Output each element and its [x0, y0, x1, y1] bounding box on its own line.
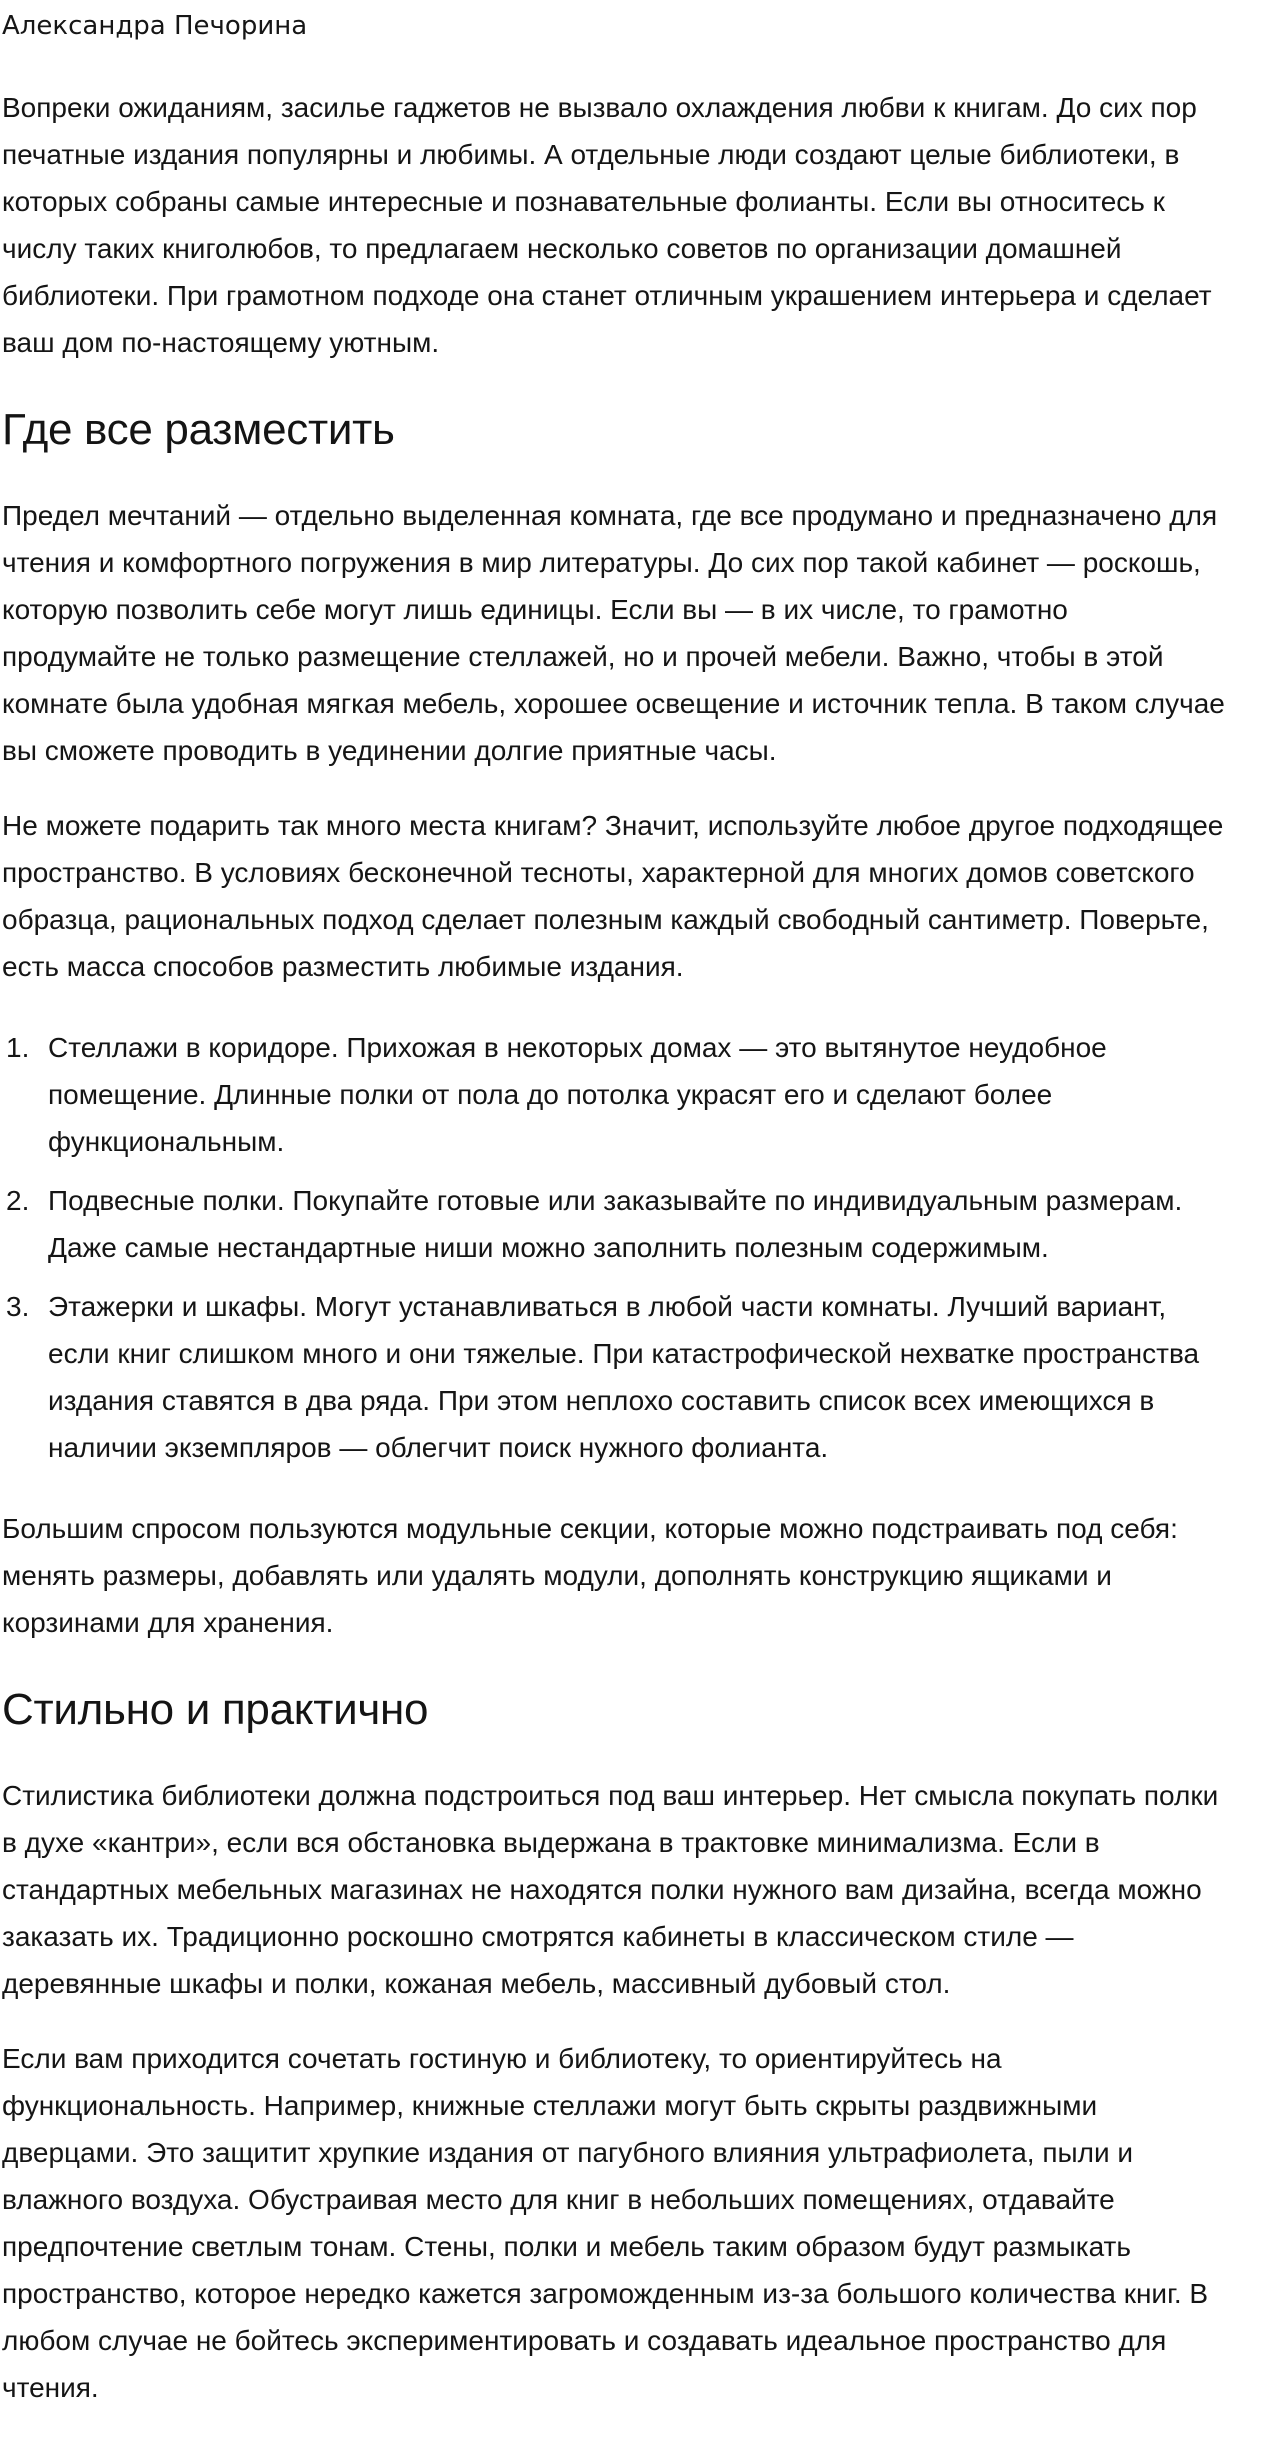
list-item-hanging-shelves [2, 1177, 1227, 1271]
list-item-shelving-corridor [2, 1024, 1227, 1165]
author-byline: Александра Печорина [2, 11, 308, 41]
section-heading-style: Стильно и практично [2, 1685, 429, 1734]
list-item-text: Стеллажи в коридоре. Прихожая в некоторых домах — это вытянутое неудобное помещение. Длинные полки от пола до потолка украсят его и сделают более функциональным. [48, 1032, 1107, 1157]
paragraph-dream-room: Предел мечтаний — отдельно выделенная комната, где все продумано и предназначено для чтения и комфортного погружения в мир литературы. До сих пор такой кабинет — роскошь, которую позволить себе могут лишь единицы. Если вы — в их числе, то грамотно продумайте не только размещение стеллажей, но и прочей мебели. Важно, чтобы в этой комнате была удобная мягкая мебель, хорошее освещение и источник тепла. В таком случае вы сможете проводить в уединении долгие приятные часы. [2, 500, 1225, 766]
article-body [2, 6, 1227, 2411]
list-item-number: 2. [6, 1185, 30, 1216]
list-item-etageres-cabinets [2, 1283, 1227, 1471]
list-item-text: Этажерки и шкафы. Могут устанавливаться в любой части комнаты. Лучший вариант, если книг слишком много и они тяжелые. При катастрофической нехватке пространства издания ставятся в два ряда. При этом неплохо составить список всех имеющихся в наличии экземпляров — облегчит поиск нужного фолианта. [48, 1291, 1200, 1463]
intro-paragraph: Вопреки ожиданиям, засилье гаджетов не вызвало охлаждения любви к книгам. До сих пор печатные издания популярны и любимы. А отдельные люди создают целые библиотеки, в которых собраны самые интересные и познавательные фолианты. Если вы относитесь к числу таких книголюбов, то предлагаем несколько советов по организации домашней библиотеки. При грамотном подходе она станет отличным украшением интерьера и сделает ваш дом по-настоящему уютным. [2, 92, 1212, 358]
paragraph-living-room-library: Если вам приходится сочетать гостиную и библиотеку, то ориентируйтесь на функциональность. Например, книжные стеллажи могут быть скрыты раздвижными дверцами. Это защитит хрупкие издания от пагубного влияния ультрафиолета, пыли и влажного воздуха. Обустраивая место для книг в небольших помещениях, отдавайте предпочтение светлым тонам. Стены, полки и мебель таким образом будут размыкать пространство, которое нередко кажется загроможденным из-за большого количества книг. В любом случае не бойтесь экспериментировать и создавать идеальное пространство для чтения. [2, 2043, 1209, 2403]
list-item-number: 1. [6, 1032, 30, 1063]
placement-options-list [2, 1024, 1227, 1471]
paragraph-library-style: Стилистика библиотеки должна подстроиться под ваш интерьер. Нет смысла покупать полки в духе «кантри», если вся обстановка выдержана в трактовке минимализма. Если в стандартных мебельных магазинах не находятся полки нужного вам дизайна, всегда можно заказать их. Традиционно роскошно смотрятся кабинеты в классическом стиле — деревянные шкафы и полки, кожаная мебель, массивный дубовый стол. [2, 1780, 1219, 1999]
paragraph-any-space: Не можете подарить так много места книгам? Значит, используйте любое другое подходящее пространство. В условиях бесконечной тесноты, характерной для многих домов советского образца, рациональных подход сделает полезным каждый свободный сантиметр. Поверьте, есть масса способов разместить любимые издания. [2, 810, 1224, 982]
list-item-text: Подвесные полки. Покупайте готовые или заказывайте по индивидуальным размерам. Даже самые нестандартные ниши можно заполнить полезным содержимым. [48, 1185, 1183, 1263]
paragraph-modular-sections: Большим спросом пользуются модульные секции, которые можно подстраивать под себя: менять размеры, добавлять или удалять модули, дополнять конструкцию ящиками и корзинами для хранения. [2, 1513, 1178, 1638]
list-item-number: 3. [6, 1291, 30, 1322]
section-heading-placement: Где все разместить [2, 405, 395, 454]
